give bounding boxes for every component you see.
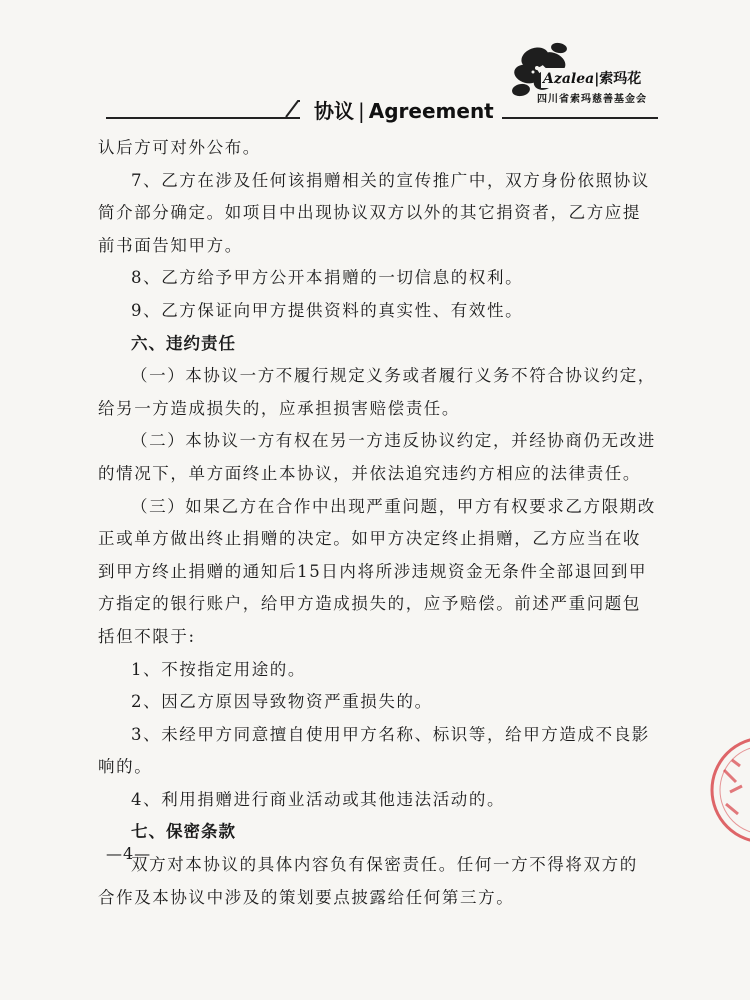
text-line: 前书面告知甲方。 xyxy=(98,235,243,255)
breach-clause-3: （三）如果乙方在合作中出现严重问题，甲方有权要求乙方限期改 xyxy=(131,496,656,516)
logo-name-separator: | xyxy=(594,71,600,87)
breach-clause-2: （二）本协议一方有权在另一方违反协议约定，并经协商仍无改进 xyxy=(131,431,656,451)
text-line: 认后方可对外公布。 xyxy=(98,138,261,157)
header-title-separator: | xyxy=(358,99,365,123)
text-line: 到甲方终止捐赠的通知后15日内将所涉违规资金无条件全部退回到甲 xyxy=(98,561,648,581)
text-line: 方指定的银行账户，给甲方造成损失的，应予赔偿。前述严重问题包 xyxy=(98,594,641,614)
text-line: 的情况下，单方面终止本协议，并依法追究违约方相应的法律责任。 xyxy=(98,463,641,483)
confidentiality-clause: 双方对本协议的具体内容负有保密责任。任何一方不得将双方的 xyxy=(131,855,638,875)
text-line: 响的。 xyxy=(98,757,153,777)
header-title-en: Agreement xyxy=(368,99,494,123)
red-seal-stamp xyxy=(702,730,750,850)
clause-7: 7、乙方在涉及任何该捐赠相关的宣传推广中，双方身份依照协议 xyxy=(131,170,650,190)
logo-name xyxy=(541,68,643,88)
section-heading-confidentiality: 七、保密条款 xyxy=(131,822,236,842)
foundation-logo xyxy=(505,40,680,112)
logo-name-cn: 索玛花 xyxy=(599,71,642,87)
logo-name-en: Azalea xyxy=(543,71,595,87)
clause-9: 9、乙方保证向甲方提供资料的真实性、有效性。 xyxy=(131,300,524,320)
text-line: 给另一方造成损失的，应承担损害赔偿责任。 xyxy=(98,398,460,418)
list-item: 1、不按指定用途的。 xyxy=(131,659,306,679)
header-title-cn: 协议 xyxy=(314,99,354,123)
text-line: 合作及本协议中涉及的策划要点披露给任何第三方。 xyxy=(98,887,515,907)
text-line: 简介部分确定。如项目中出现协议双方以外的其它捐资者，乙方应提 xyxy=(98,203,641,223)
clause-8: 8、乙方给予甲方公开本捐赠的一切信息的权利。 xyxy=(131,268,524,288)
text-line: 正或单方做出终止捐赠的决定。如甲方决定终止捐赠，乙方应当在收 xyxy=(98,529,641,549)
list-item: 4、利用捐赠进行商业活动或其他违法活动的。 xyxy=(131,789,506,809)
list-item: 2、因乙方原因导致物资严重损失的。 xyxy=(131,692,433,712)
agreement-body xyxy=(98,132,656,914)
section-heading-breach: 六、违约责任 xyxy=(131,333,236,353)
logo-org-name: 四川省索玛慈善基金会 xyxy=(537,94,647,105)
breach-clause-1: （一）本协议一方不履行规定义务或者履行义务不符合协议约定， xyxy=(131,366,656,386)
page-header-title xyxy=(300,95,502,124)
text-line: 括但不限于: xyxy=(98,626,196,646)
list-item: 3、未经甲方同意擅自使用甲方名称、标识等，给甲方造成不良影 xyxy=(131,724,650,744)
page-number: —4— xyxy=(106,844,152,863)
